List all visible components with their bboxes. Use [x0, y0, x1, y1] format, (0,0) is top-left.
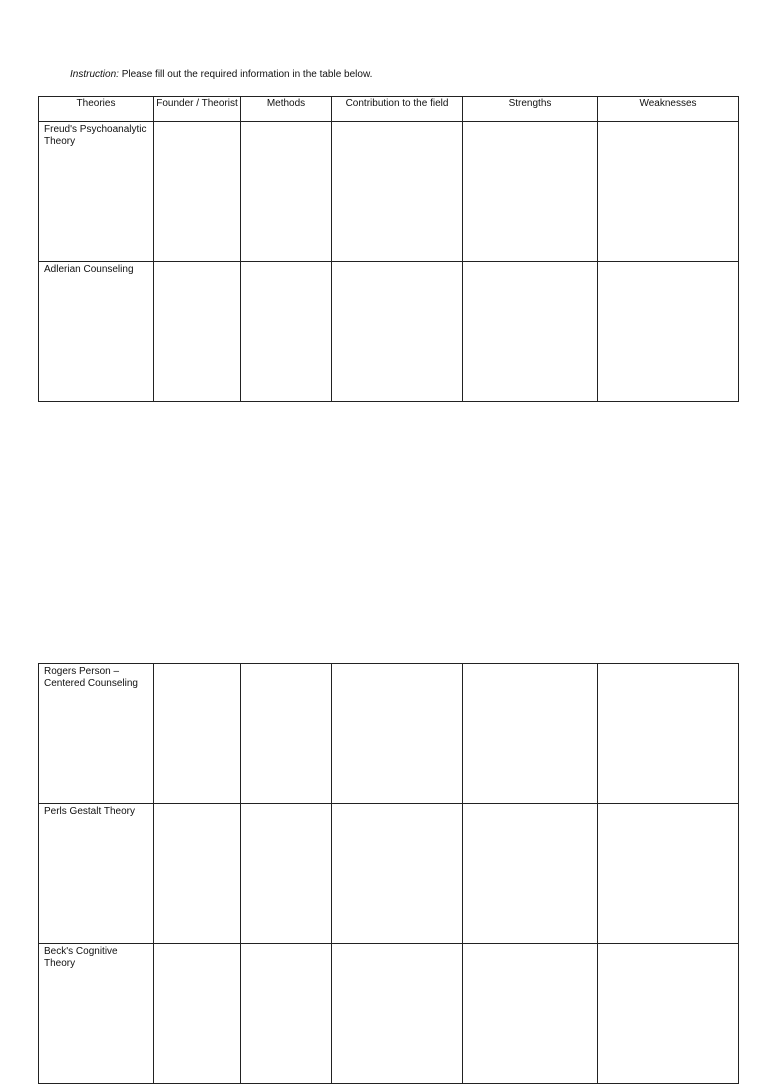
table-header-row: [39, 97, 739, 122]
instruction-text: Please fill out the required information in the table below.: [118, 69, 373, 80]
theory-cell: Adlerian Counseling: [39, 262, 154, 402]
methods-cell[interactable]: [241, 804, 332, 944]
theory-cell: Rogers Person – Centered Counseling: [39, 664, 154, 804]
theory-cell: Freud's Psychoanalytic Theory: [39, 122, 154, 262]
header-theories: Theories: [39, 97, 154, 122]
theory-cell: Perls Gestalt Theory: [39, 804, 154, 944]
strengths-cell[interactable]: [463, 122, 598, 262]
weaknesses-cell[interactable]: [598, 122, 739, 262]
table-row: [39, 804, 739, 944]
founder-cell[interactable]: [154, 944, 241, 1084]
weaknesses-cell[interactable]: [598, 944, 739, 1084]
founder-cell[interactable]: [154, 664, 241, 804]
table-row: [39, 664, 739, 804]
header-founder: Founder / Theorist: [154, 97, 241, 122]
methods-cell[interactable]: [241, 122, 332, 262]
header-weaknesses: Weaknesses: [598, 97, 739, 122]
instruction: [70, 68, 372, 82]
theory-cell: Beck's Cognitive Theory: [39, 944, 154, 1084]
table-row: [39, 262, 739, 402]
contribution-cell[interactable]: [332, 804, 463, 944]
table-row: [39, 944, 739, 1084]
contribution-cell[interactable]: [332, 122, 463, 262]
contribution-cell[interactable]: [332, 664, 463, 804]
weaknesses-cell[interactable]: [598, 804, 739, 944]
strengths-cell[interactable]: [463, 664, 598, 804]
header-methods: Methods: [241, 97, 332, 122]
methods-cell[interactable]: [241, 944, 332, 1084]
strengths-cell[interactable]: [463, 944, 598, 1084]
contribution-cell[interactable]: [332, 944, 463, 1084]
methods-cell[interactable]: [241, 262, 332, 402]
weaknesses-cell[interactable]: [598, 262, 739, 402]
founder-cell[interactable]: [154, 262, 241, 402]
table-row: [39, 122, 739, 262]
header-contribution: Contribution to the field: [332, 97, 463, 122]
strengths-cell[interactable]: [463, 262, 598, 402]
founder-cell[interactable]: [154, 122, 241, 262]
founder-cell[interactable]: [154, 804, 241, 944]
theories-table: [38, 96, 739, 402]
contribution-cell[interactable]: [332, 262, 463, 402]
methods-cell[interactable]: [241, 664, 332, 804]
weaknesses-cell[interactable]: [598, 664, 739, 804]
instruction-lead: Instruction:: [70, 69, 119, 80]
theories-table-continued: [38, 663, 739, 1084]
strengths-cell[interactable]: [463, 804, 598, 944]
header-strengths: Strengths: [463, 97, 598, 122]
